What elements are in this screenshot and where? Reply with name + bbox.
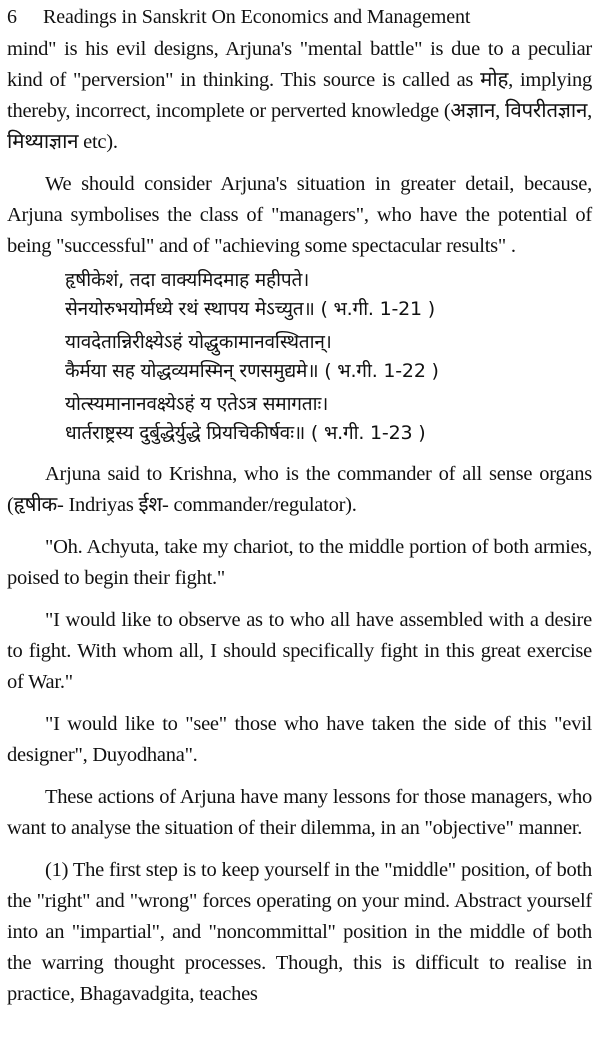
verse-line: सेनयोरुभयोर्मध्ये रथं स्थापय मेऽच्युत॥ ( भ.गी. 1-21 ) [65, 298, 435, 320]
verse-1-21 [7, 266, 592, 324]
page-header [7, 0, 592, 34]
paragraph-5: "I would like to observe as to who all have assembled with a desire to fight. With whom all, I should specifically fight in this great exercise of War." [7, 609, 592, 693]
paragraph-3: Arjuna said to Krishna, who is the commander of all sense organs (हृषीक- Indriyas ईश- commander/regulator). [7, 463, 592, 516]
paragraph-6: "I would like to "see" those who have taken the side of this "evil designer", Duyodhana". [7, 713, 592, 766]
paragraph-4: "Oh. Achyuta, take my chariot, to the middle portion of both armies, poised to begin their fight." [7, 536, 592, 589]
verse-line: यावदेतान्निरीक्ष्येऽहं योद्धुकामानवस्थितान्। [65, 331, 332, 353]
verse-line: योत्स्यमानानवक्ष्येऽहं य एतेऽत्र समागताः। [65, 393, 329, 415]
running-head: Readings in Sanskrit On Economics and Management [43, 6, 471, 28]
page-number: 6 [7, 6, 17, 28]
paragraph-8: (1) The first step is to keep yourself in the "middle" position, of both the "right" and "wrong" forces operating on your mind. Abstract yourself into an "impartial", and "noncommittal" position in the middle of both the warring thought processes. Though, this is difficult to realise in practice, Bhagavadgita, teaches [7, 859, 592, 1005]
verse-line: हृषीकेशं, तदा वाक्यमिदमाह महीपते। [65, 269, 310, 291]
paragraph-1: mind" is his evil designs, Arjuna's "mental battle" is due to a peculiar kind of "perversion" in thinking. This source is called as मोह, implying thereby, incorrect, incomplete or perverted knowledge (अज्ञान, विपरीतज्ञान, मिथ्याज्ञान etc). [7, 38, 592, 153]
verse-1-22 [7, 328, 592, 386]
paragraph-2: We should consider Arjuna's situation in greater detail, because, Arjuna symbolises the class of "managers", who have the potential of being "successful" and of "achieving some spectacular results" . [7, 173, 592, 257]
body-text [7, 34, 592, 1010]
verse-1-23 [7, 390, 592, 448]
paragraph-7: These actions of Arjuna have many lessons for those managers, who want to analyse the situation of their dilemma, in an "objective" manner. [7, 786, 592, 839]
verse-line: कैर्मया सह योद्धव्यमस्मिन् रणसमुद्यमे॥ ( भ.गी. 1-22 ) [65, 360, 439, 382]
verse-line: धार्तराष्ट्रस्य दुर्बुद्धेर्युद्धे प्रियचिकीर्षवः॥ ( भ.गी. 1-23 ) [65, 422, 426, 444]
